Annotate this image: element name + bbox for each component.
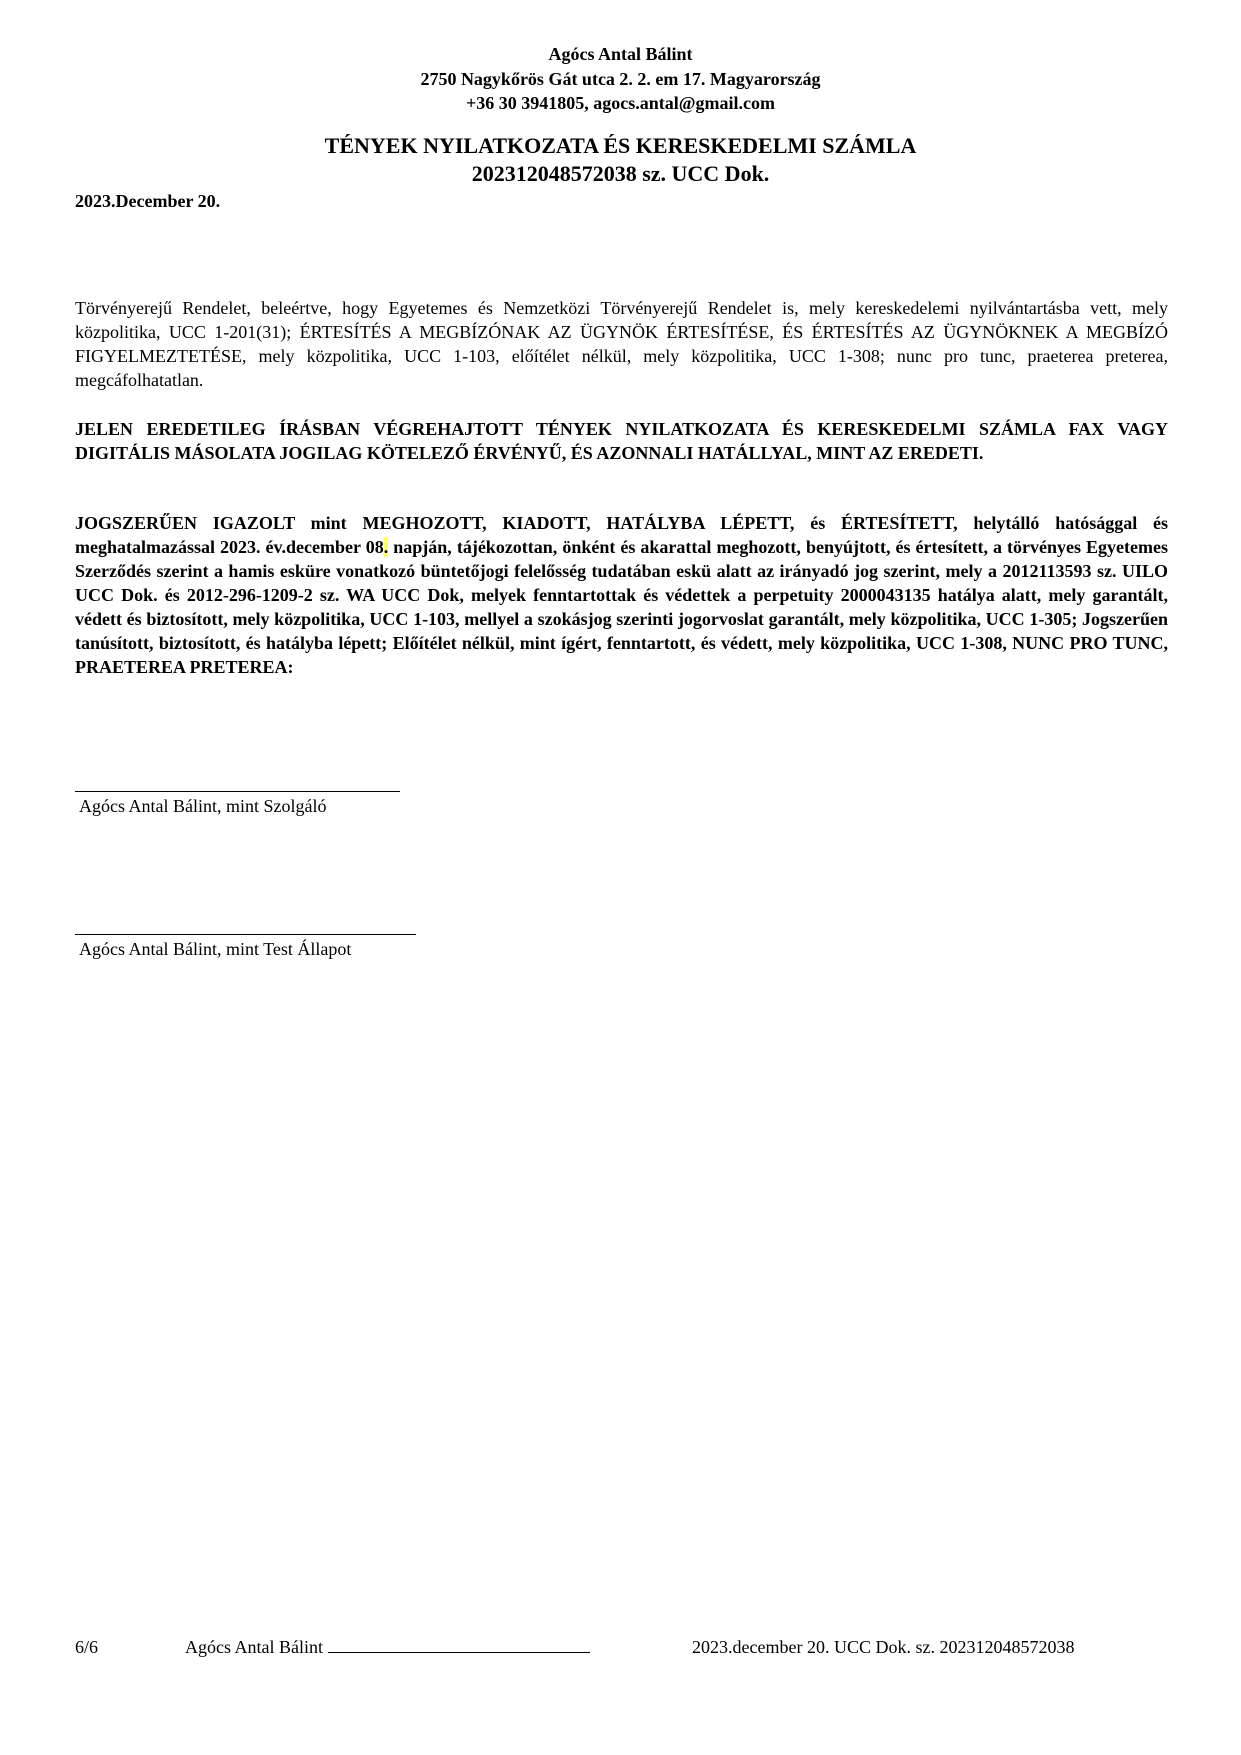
signature-line-2 bbox=[75, 934, 416, 935]
document-date: 2023.December 20. bbox=[75, 191, 221, 211]
document-title: TÉNYEK NYILATKOZATA ÉS KERESKEDELMI SZÁMLA bbox=[324, 133, 917, 158]
footer-reference: 2023.december 20. UCC Dok. sz. 202312048572038 bbox=[692, 1637, 1075, 1657]
header-contact: +36 30 3941805, agocs.antal@gmail.com bbox=[466, 93, 775, 113]
footer-name: Agócs Antal Bálint bbox=[185, 1637, 323, 1657]
signature-label-1: Agócs Antal Bálint, mint Szolgáló bbox=[79, 796, 327, 816]
signature-line-1 bbox=[75, 791, 400, 792]
signature-label-2: Agócs Antal Bálint, mint Test Állapot bbox=[79, 939, 352, 959]
paragraph-3-part-2: napján, tájékozottan, önként és akarattal meghozott, benyújtott, és értesített, a törvényes Egyetemes Szerződés szerint a hamis esküre vonatkozó büntetőjogi felelősség tudatában eskü alatt az irányadó jog szerint, mely a 2012113593 sz. UILO UCC Dok. és 2012-296-1209-2 sz. WA UCC Dok, melyek fenntartottak és védettek a perpetuity 2000043135 hatálya alatt, mely garantált, védett és biztosított, mely közpolitika, UCC 1-103, mellyel a szokásjog szerinti jogorvoslat garantált, mely közpolitika, UCC 1-305; Jogszerűen tanúsított, biztosított, és hatályba lépett; Előítélet nélkül, mint ígért, fenntartott, és védett, mely közpolitika, UCC 1-308, NUNC PRO TUNC, PRAETEREA PRETEREA: bbox=[75, 537, 1168, 677]
paragraph-1: Törvényerejű Rendelet, beleértve, hogy Egyetemes és Nemzetközi Törvényerejű Rendelet is, mely kereskedelemi nyilvántartásba vett, mely közpolitika, UCC 1-201(31); ÉRTESÍTÉS A MEGBÍZÓNAK AZ ÜGYNÖK ÉRTESÍTÉSE, ÉS ÉRTESÍTÉS AZ ÜGYNÖKNEK A MEGBÍZÓ FIGYELMEZTETÉSE, mely közpolitika, UCC 1-103, előítélet nélkül, mely közpolitika, UCC 1-308; nunc pro tunc, praeterea preterea, megcáfolhatatlan. bbox=[75, 298, 1168, 390]
highlight-mark: . bbox=[383, 537, 389, 557]
footer-signature bbox=[185, 1637, 590, 1658]
footer-page-number: 6/6 bbox=[75, 1637, 99, 1657]
footer-signature-line bbox=[328, 1638, 590, 1653]
document-number: 202312048572038 sz. UCC Dok. bbox=[471, 161, 770, 186]
paragraph-3 bbox=[75, 511, 1168, 679]
paragraph-2: JELEN EREDETILEG ÍRÁSBAN VÉGREHAJTOTT TÉNYEK NYILATKOZATA ÉS KERESKEDELMI SZÁMLA FAX VAGY DIGITÁLIS MÁSOLATA JOGILAG KÖTELEZŐ ÉRVÉNYŰ, ÉS AZONNALI HATÁLLYAL, MINT AZ EREDETI. bbox=[75, 419, 1168, 463]
paragraph-3-part-1: JOGSZERŰEN IGAZOLT mint MEGHOZOTT, KIADOTT, HATÁLYBA LÉPETT, és ÉRTESÍTETT, helytálló hatósággal és meghatalmazással 2023. év.december 08 bbox=[75, 513, 1168, 557]
header-address: 2750 Nagykőrös Gát utca 2. 2. em 17. Magyarország bbox=[420, 69, 821, 89]
header-name: Agócs Antal Bálint bbox=[548, 44, 693, 64]
